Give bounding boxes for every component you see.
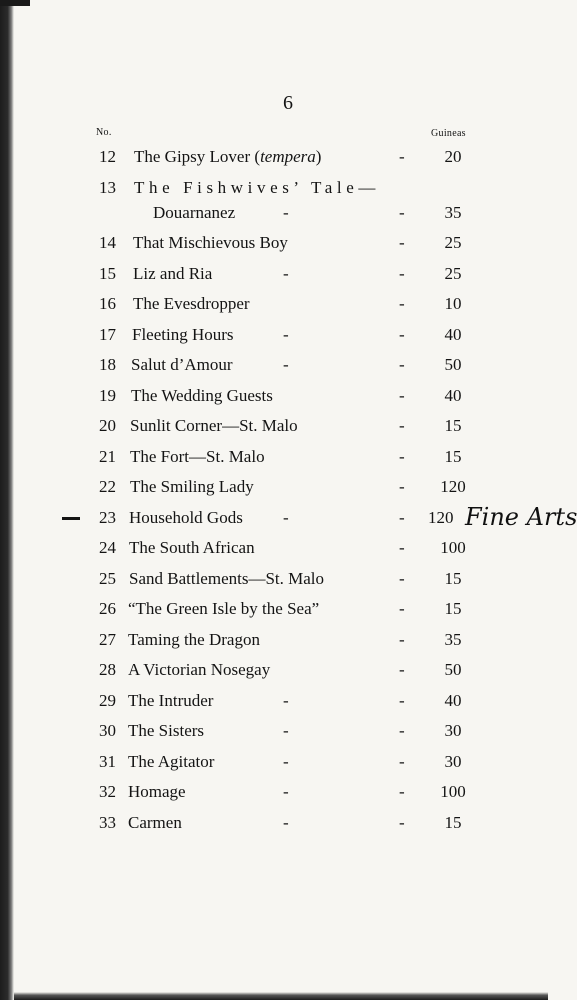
entry-price: 25	[444, 233, 462, 252]
list-item	[0, 260, 548, 288]
list-item	[0, 809, 548, 837]
margin-pen-mark	[62, 517, 80, 520]
entry-number: 21	[99, 447, 116, 466]
list-item	[0, 229, 548, 257]
leader-dash: -	[283, 721, 289, 740]
leader-dash: -	[399, 660, 405, 679]
entry-number: 26	[99, 599, 116, 618]
entry-title: The Wedding Guests	[131, 386, 273, 405]
entry-number: 15	[99, 264, 116, 283]
entry-title: Fleeting Hours	[132, 325, 234, 344]
entry-number: 33	[99, 813, 116, 832]
list-item	[0, 626, 548, 654]
list-item	[0, 656, 548, 684]
leader-dash: -	[283, 782, 289, 801]
entry-number: 32	[99, 782, 116, 801]
list-item	[0, 778, 548, 806]
leader-dash: -	[399, 752, 405, 771]
entry-title: A Victorian Nosegay	[128, 660, 271, 679]
entry-number: 17	[99, 325, 116, 344]
entry-price: 40	[444, 325, 462, 344]
entry-title: The Agitator	[128, 752, 215, 771]
entry-title: The Gipsy Lover (tempera)	[134, 147, 322, 166]
entry-title: Sand Battlements—St. Malo	[129, 569, 325, 588]
entry-title: The Evesdropper	[133, 294, 250, 313]
list-item	[0, 473, 548, 501]
entry-price: 15	[444, 569, 462, 588]
leader-dash: -	[283, 355, 289, 374]
entry-price: 25	[444, 264, 462, 283]
list-item	[0, 321, 548, 349]
entry-title: Sunlit Corner—St. Malo	[130, 416, 298, 435]
list-item-continuation	[0, 199, 548, 227]
list-item	[0, 687, 548, 715]
entry-title: Liz and Ria	[133, 264, 213, 283]
entry-price: 100	[440, 538, 466, 557]
leader-dash: -	[399, 355, 405, 374]
entry-price: 120	[428, 508, 454, 527]
entry-title: That Mischievous Boy	[133, 233, 288, 252]
list-item	[0, 290, 548, 318]
leader-dash: -	[399, 416, 405, 435]
entry-number: 24	[99, 538, 116, 557]
leader-dash: -	[399, 508, 405, 527]
list-item	[0, 351, 548, 379]
entry-price: 15	[444, 813, 462, 832]
entry-title: “The Green Isle by the Sea”	[128, 599, 320, 618]
entry-title: The South African	[129, 538, 255, 557]
entry-price: 35	[444, 630, 462, 649]
entry-number: 19	[99, 386, 116, 405]
entry-number: 25	[99, 569, 116, 588]
entry-price: 40	[444, 691, 462, 710]
leader-dash: -	[399, 147, 405, 166]
entry-number: 28	[99, 660, 116, 679]
list-item	[0, 595, 548, 623]
list-item	[0, 534, 548, 562]
entry-title: The Smiling Lady	[130, 477, 254, 496]
entry-number: 18	[99, 355, 116, 374]
page-number: 6	[283, 92, 293, 114]
leader-dash: -	[399, 264, 405, 283]
entry-price: 50	[444, 660, 462, 679]
leader-dash: -	[399, 630, 405, 649]
entry-title: Carmen	[128, 813, 182, 832]
leader-dash: -	[399, 203, 405, 222]
leader-dash: -	[399, 569, 405, 588]
leader-dash: -	[399, 813, 405, 832]
leader-dash: -	[399, 386, 405, 405]
entry-number: 27	[99, 630, 116, 649]
entry-number: 22	[99, 477, 116, 496]
entry-price: 30	[444, 721, 462, 740]
entry-price: 20	[444, 147, 462, 166]
entry-number: 14	[99, 233, 116, 252]
entry-price: 100	[440, 782, 466, 801]
entry-number: 31	[99, 752, 116, 771]
entry-price: 40	[444, 386, 462, 405]
entry-title: The Intruder	[128, 691, 214, 710]
leader-dash: -	[399, 233, 405, 252]
leader-dash: -	[399, 325, 405, 344]
list-item	[0, 717, 548, 745]
entry-number: 29	[99, 691, 116, 710]
entry-title: Salut d’Amour	[131, 355, 233, 374]
entry-price: 50	[444, 355, 462, 374]
leader-dash: -	[399, 691, 405, 710]
leader-dash: -	[283, 752, 289, 771]
entry-title: Household Gods	[129, 508, 243, 527]
entry-price: 10	[444, 294, 462, 313]
entry-title: The Fishwives’ Tale—	[134, 178, 380, 197]
entry-price: 15	[444, 599, 462, 618]
entry-price: 15	[444, 447, 462, 466]
column-header-guineas: Guineas	[431, 128, 466, 139]
leader-dash: -	[283, 813, 289, 832]
list-item	[0, 443, 548, 471]
list-item	[0, 412, 548, 440]
entry-number: 12	[99, 147, 116, 166]
entry-title: Homage	[128, 782, 186, 801]
leader-dash: -	[399, 447, 405, 466]
leader-dash: -	[283, 508, 289, 527]
leader-dash: -	[283, 264, 289, 283]
entry-price: 120	[440, 477, 466, 496]
list-item	[0, 565, 548, 593]
list-item	[0, 174, 548, 202]
list-item	[0, 382, 548, 410]
entry-number: 23	[99, 508, 116, 527]
entry-price: 30	[444, 752, 462, 771]
column-header-number: No.	[96, 127, 112, 138]
list-item	[0, 143, 548, 171]
leader-dash: -	[399, 782, 405, 801]
handwritten-annotation: Fine Arts	[465, 503, 577, 531]
entry-number: 13	[99, 178, 116, 197]
entry-title: The Sisters	[128, 721, 205, 740]
leader-dash: -	[399, 721, 405, 740]
leader-dash: -	[283, 203, 289, 222]
leader-dash: -	[399, 294, 405, 313]
leader-dash: -	[399, 477, 405, 496]
entry-title: The Fort—St. Malo	[130, 447, 265, 466]
leader-dash: -	[283, 691, 289, 710]
entry-price: 15	[444, 416, 462, 435]
entry-number: 30	[99, 721, 116, 740]
list-item	[0, 748, 548, 776]
leader-dash: -	[399, 599, 405, 618]
entry-price: 35	[444, 203, 462, 222]
leader-dash: -	[283, 325, 289, 344]
entry-number: 16	[99, 294, 116, 313]
entry-title-continued: Douarnanez	[153, 203, 236, 222]
entry-title: Taming the Dragon	[128, 630, 260, 649]
leader-dash: -	[399, 538, 405, 557]
entry-number: 20	[99, 416, 116, 435]
